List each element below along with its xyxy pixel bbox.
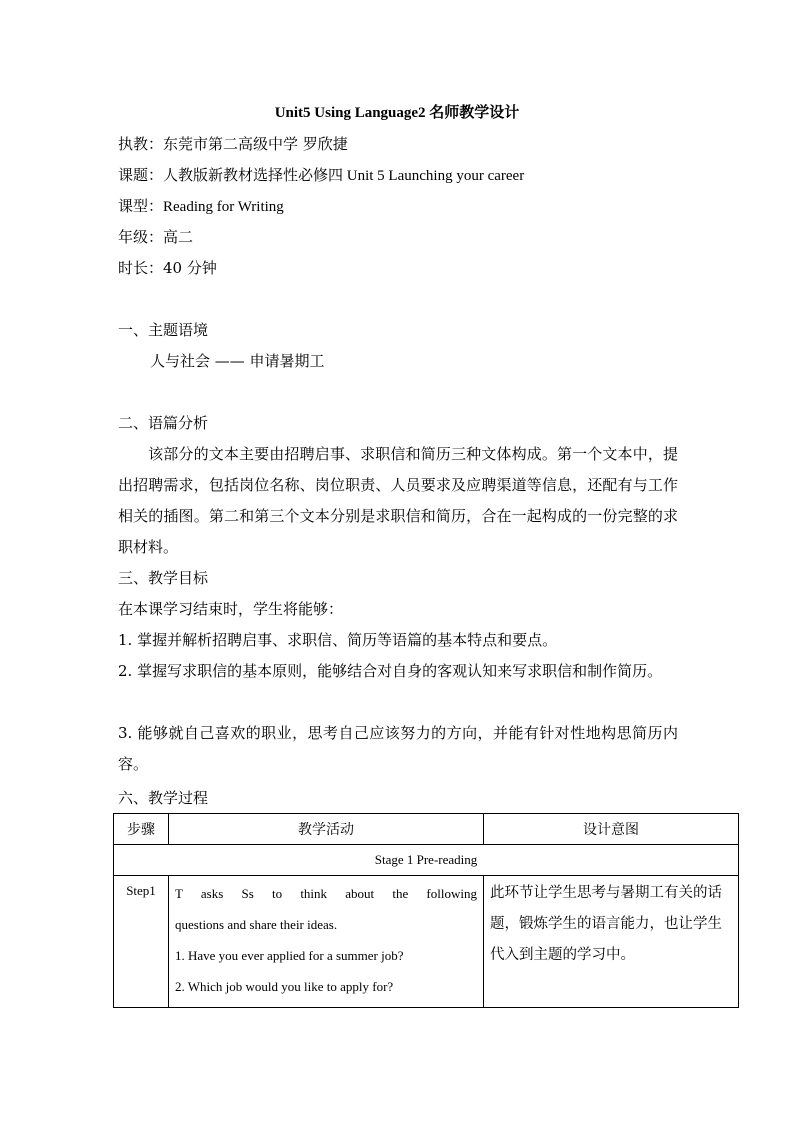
step-cell: Step1 [114,876,169,1008]
activity-cell [169,876,484,1008]
meta-value: Reading for Writing [163,199,284,215]
table-stage-row [114,845,739,876]
section3-intro: 在本课学习结束时，学生将能够： [118,600,344,618]
document-title: Unit5 Using Language2 名师教学设计 [274,105,520,121]
goal-3: 3. 能够就自己喜欢的职业，思考自己应该努力的方向，并能有针对性地构思简历内容。 [118,724,678,773]
section3-heading: 三、教学目标 [118,569,209,587]
meta-label: 课型： [118,197,164,215]
section2-paragraph [118,439,678,563]
activity-line: questions and share their ideas. [175,917,338,932]
table-row [114,876,739,1008]
meta-label: 时长： [118,259,164,277]
meta-value: 40 分钟 [163,259,217,277]
meta-topic [118,165,524,186]
goal-1: 1. 掌握并解析招聘启事、求职信、简历等语篇的基本特点和要点。 [118,631,558,649]
header-activity: 教学活动 [169,814,484,845]
meta-label: 执教： [118,135,164,153]
section2-heading: 二、语篇分析 [118,414,209,432]
meta-value: 人教版新教材选择性必修四 Unit 5 Launching your career [163,168,525,184]
section1-heading: 一、主题语境 [118,321,209,339]
meta-value: 东莞市第二高级中学 罗欣捷 [163,135,348,153]
goal-2: 2. 掌握写求职信的基本原则，能够结合对自身的客观认知来写求职信和制作简历。 [118,662,663,680]
activity-question: 1. Have you ever applied for a summer job? [175,948,404,963]
meta-duration [118,258,217,278]
activity-line: T asks Ss to think about the following [175,886,477,901]
meta-label: 课题： [118,166,164,184]
header-step: 步骤 [114,814,169,845]
section1-content: 人与社会 —— 申请暑期工 [150,352,325,370]
section6-heading: 六、教学过程 [118,789,209,807]
meta-lesson-type [118,196,284,217]
stage-label: Stage 1 Pre-reading [114,845,739,876]
teaching-process-table [113,813,739,1008]
meta-teacher [118,134,348,154]
meta-label: 年级： [118,228,164,246]
meta-grade [118,227,193,247]
section2-paragraph-text: 该部分的文本主要由招聘启事、求职信和简历三种文体构成。第一个文本中，提出招聘需求，包括岗位名称、岗位职责、人员要求及应聘渠道等信息，还配有与工作相关的插图。第二和第三个文本分别是求职信和简历，合在一起构成的一份完整的求职材料。 [118,445,678,556]
table-header-row [114,814,739,845]
intent-cell: 此环节让学生思考与暑期工有关的话题，锻炼学生的语言能力，也让学生代入到主题的学习中。 [484,876,739,1008]
activity-question: 2. Which job would you like to apply for? [175,979,394,994]
header-intent: 设计意图 [484,814,739,845]
meta-value: 高二 [163,228,194,246]
